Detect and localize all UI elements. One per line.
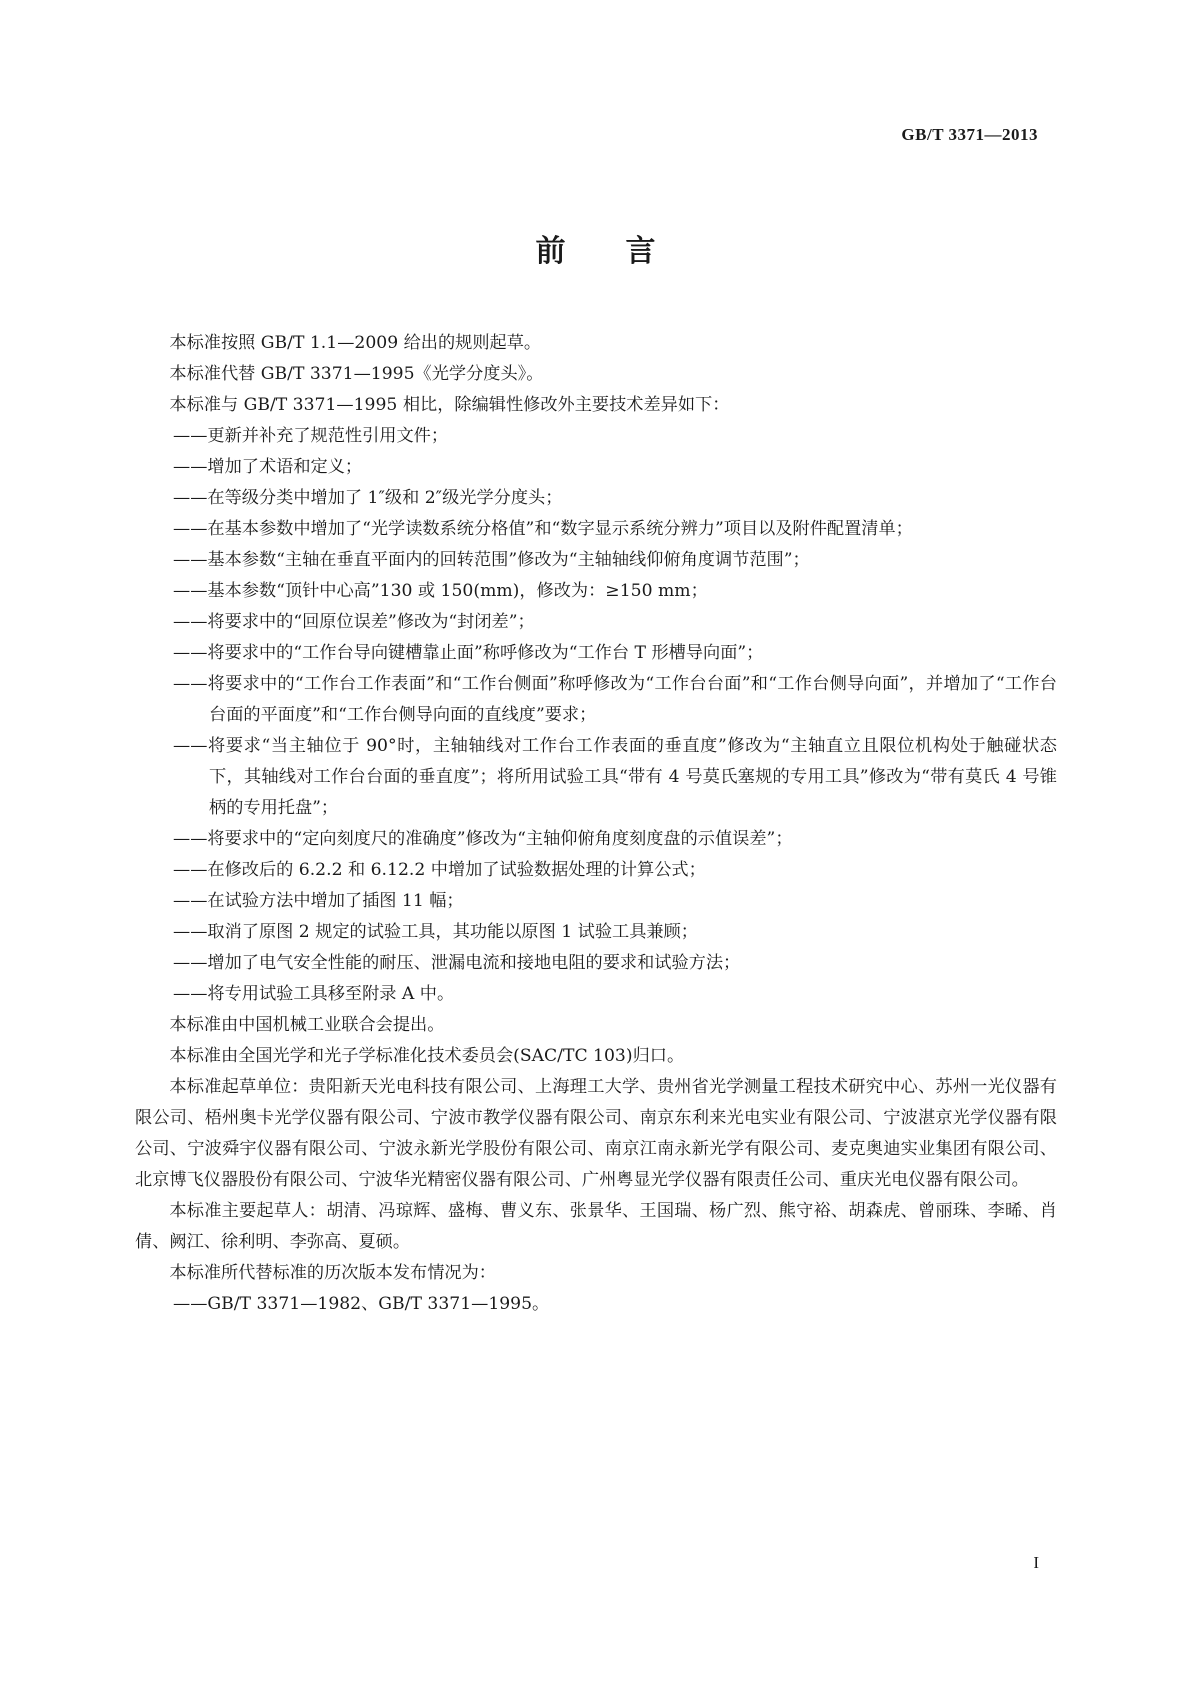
- change-item: ——取消了原图 2 规定的试验工具，其功能以原图 1 试验工具兼顾；: [173, 922, 698, 942]
- page-title: 前言: [535, 234, 716, 269]
- paragraph-proposed-by: 本标准由中国机械工业联合会提出。: [169, 1015, 445, 1035]
- document-body: [135, 328, 1057, 1320]
- page-number: I: [1033, 1553, 1039, 1572]
- paragraph-drafters: 本标准主要起草人：胡清、冯琼辉、盛梅、曹义东、张景华、王国瑞、杨广烈、熊守裕、胡森虎、曾丽珠、李晞、肖倩、阙江、徐利明、李弥高、夏硕。: [135, 1201, 1057, 1252]
- paragraph-replaces: 本标准代替 GB/T 3371—1995《光学分度头》。: [169, 364, 544, 384]
- change-item: ——在基本参数中增加了“光学读数系统分格值”和“数字显示系统分辨力”项目以及附件配置清单；: [173, 519, 913, 539]
- paragraph-drafting-rules: 本标准按照 GB/T 1.1—2009 给出的规则起草。: [169, 333, 542, 353]
- paragraph-drafting-units: 本标准起草单位：贵阳新天光电科技有限公司、上海理工大学、贵州省光学测量工程技术研究中心、苏州一光仪器有限公司、梧州奥卡光学仪器有限公司、宁波市教学仪器有限公司、南京东利来光电实业有限公司、宁波湛京光学仪器有限公司、宁波舜宇仪器有限公司、宁波永新光学股份有限公司、南京江南永新光学有限公司、麦克奥迪实业集团有限公司、北京博飞仪器股份有限公司、宁波华光精密仪器有限公司、广州粤显光学仪器有限责任公司、重庆光电仪器有限公司。: [135, 1077, 1057, 1190]
- change-item: ——将要求中的“工作台工作表面”和“工作台侧面”称呼修改为“工作台台面”和“工作台侧导向面”，并增加了“工作台台面的平面度”和“工作台侧导向面的直线度”要求；: [173, 674, 1057, 725]
- change-item: ——基本参数“顶针中心高”130 或 150(mm)，修改为：≥150 mm；: [173, 581, 708, 601]
- paragraph-history-intro: 本标准所代替标准的历次版本发布情况为：: [169, 1263, 496, 1283]
- change-item: ——将要求“当主轴位于 90°时，主轴轴线对工作台工作表面的垂直度”修改为“主轴直立且限位机构处于触碰状态下，其轴线对工作台台面的垂直度”；将所用试验工具“带有 4 号莫氏塞规的专用工具”修改为“带有莫氏 4 号锥柄的专用托盘”；: [173, 736, 1057, 818]
- paragraph-administered-by: 本标准由全国光学和光子学标准化技术委员会(SAC/TC 103)归口。: [169, 1046, 685, 1066]
- change-item: ——基本参数“主轴在垂直平面内的回转范围”修改为“主轴轴线仰俯角度调节范围”；: [173, 550, 810, 570]
- change-item: ——将要求中的“工作台导向键槽靠止面”称呼修改为“工作台 T 形槽导向面”；: [173, 643, 764, 663]
- paragraph-differences-intro: 本标准与 GB/T 3371—1995 相比，除编辑性修改外主要技术差异如下：: [169, 395, 730, 415]
- change-item: ——将要求中的“定向刻度尺的准确度”修改为“主轴仰俯角度刻度盘的示值误差”；: [173, 829, 793, 849]
- change-item: ——在试验方法中增加了插图 11 幅；: [173, 891, 464, 911]
- change-item: ——更新并补充了规范性引用文件；: [173, 426, 449, 446]
- standard-code: GB/T 3371—2013: [901, 125, 1038, 144]
- change-item: ——在修改后的 6.2.2 和 6.12.2 中增加了试验数据处理的计算公式；: [173, 860, 706, 880]
- change-item: ——增加了术语和定义；: [173, 457, 363, 477]
- history-item: ——GB/T 3371—1982、GB/T 3371—1995。: [173, 1294, 550, 1314]
- change-item: ——在等级分类中增加了 1″级和 2″级光学分度头；: [173, 488, 563, 508]
- change-item: ——将要求中的“回原位误差”修改为“封闭差”；: [173, 612, 535, 632]
- change-item: ——增加了电气安全性能的耐压、泄漏电流和接地电阻的要求和试验方法；: [173, 953, 741, 973]
- change-item: ——将专用试验工具移至附录 A 中。: [173, 984, 455, 1004]
